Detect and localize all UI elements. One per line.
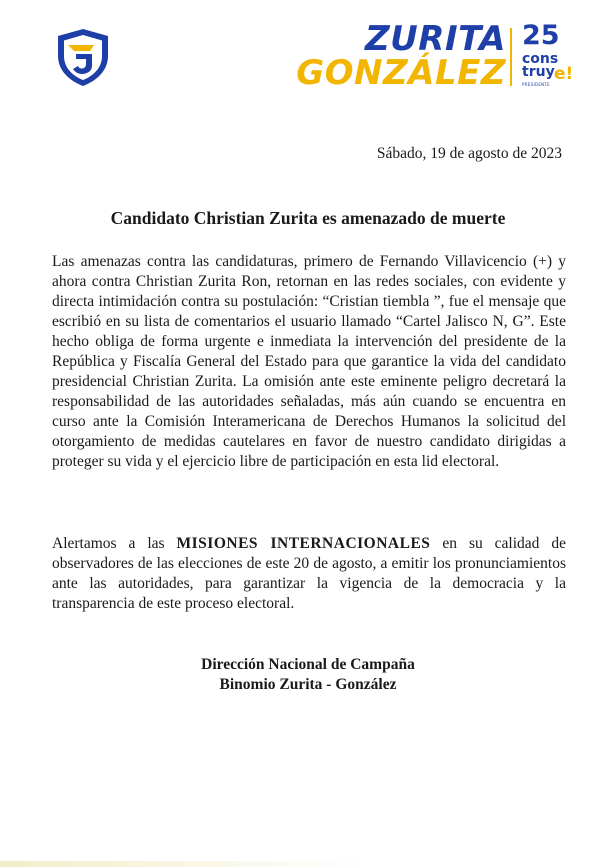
- signature-line-1: Dirección Nacional de Campaña: [201, 656, 415, 673]
- brand-divider: [510, 28, 512, 86]
- paragraph-2-emphasis: MISIONES INTERNACIONALES: [176, 535, 431, 552]
- campaign-badge: [520, 22, 590, 94]
- badge-word-truy: truy: [522, 64, 555, 80]
- bottom-decorative-strip: [0, 861, 616, 867]
- zg-shield-logo-icon: [52, 26, 114, 88]
- brand-logo: [296, 19, 506, 93]
- badge-word-e: e!: [554, 64, 574, 84]
- signature-block: [0, 655, 616, 695]
- signature-line-2: Binomio Zurita - González: [219, 676, 397, 693]
- brand-name-bottom: GONZÁLEZ: [296, 53, 506, 93]
- document-date: Sábado, 19 de agosto de 2023: [376, 145, 562, 162]
- brand-name-top: ZURITA: [365, 19, 506, 59]
- body-paragraph-2: [52, 534, 566, 614]
- document-headline: Candidato Christian Zurita es amenazado de muerte: [110, 208, 506, 228]
- badge-word-cons: cons: [522, 51, 559, 67]
- badge-small-text: PRESIDENTE: [522, 82, 551, 87]
- badge-number: 25: [522, 20, 560, 51]
- body-paragraph-1: Las amenazas contra las candidaturas, primero de Fernando Villavicencio (+) y ahora contra Christian Zurita Ron, retornan en las redes sociales, con evidente y directa intimidación contra su postulación: “Cristian tiembla ”, fue el mensaje que escribió en su lista de comentarios el usuario llamado “Cartel Jalisco N, G”. Este hecho obliga de forma urgente e inmediata la intervención del presidente de la República y Fiscalía General del Estado para que garantice la vida del candidato presidencial Christian Zurita. La omisión ante este eminente peligro decretará la responsabilidad de las autoridades señaladas, más aún cuando se encuentra en curso ante la Comisión Interamericana de Derechos Humanos la solicitud del otorgamiento de medidas cautelares en favor de nuestro candidato dirigidas a proteger su vida y el ejercicio libre de participación en esta lid electoral.: [52, 253, 566, 470]
- paragraph-2-rest: en su calidad de observadores de las elecciones de este 20 de agosto, a emitir los pronunciamientos ante las autoridades, para garantizar la vigencia de la democracia y la transparencia de este proceso electoral.: [52, 535, 566, 612]
- paragraph-2-intro: Alertamos a las: [52, 535, 177, 552]
